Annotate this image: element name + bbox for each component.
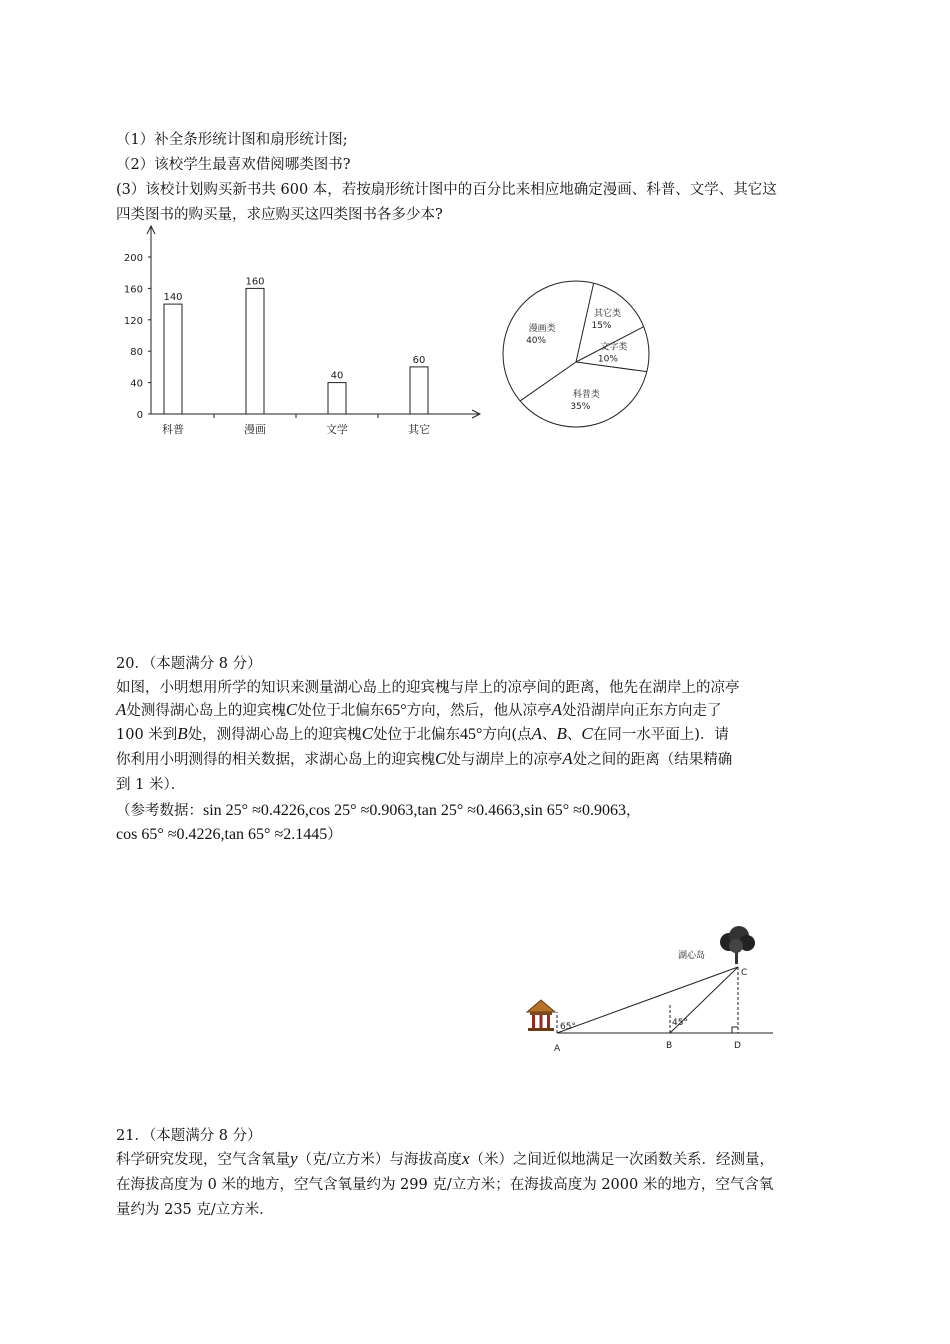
island-label: 湖心岛	[678, 951, 706, 961]
q20-line5: 到 1 米）．	[116, 777, 186, 793]
angle-45: 45°	[460, 726, 483, 743]
q21-line1	[116, 1148, 774, 1169]
q21-header: 21．（本题满分 8 分）	[116, 1128, 262, 1144]
q21-line2: 在海拔高度为 0 米的地方，空气含氧量约为 299 克/立方米；在海拔高度为 2000 米的地方，空气含氧	[116, 1177, 774, 1193]
bar-chart	[110, 222, 490, 442]
y-tick-label: 120	[123, 315, 143, 327]
pie-slice-percent: 35%	[570, 401, 591, 412]
variable-y: y	[290, 1149, 298, 1168]
angle-65: 65°	[384, 702, 407, 719]
q20-line2-text3: 方向，然后，他从凉亭	[406, 703, 552, 719]
point-c-label: C	[741, 968, 748, 978]
bar	[246, 288, 264, 414]
q20-line3-text4: 方向(点	[482, 727, 532, 743]
q20-header: 20．（本题满分 8 分）	[116, 656, 262, 672]
bar-data-label: 40	[330, 370, 344, 382]
reference-tail: ，	[625, 803, 641, 819]
q20-line4-text3: 处之间的距离（结果精确	[572, 752, 733, 768]
q21-line1-text1: 科学研究发现，空气含氧量	[116, 1152, 290, 1168]
q20-line1: 如图，小明想用所学的知识来测量湖心岛上的迎宾槐与岸上的凉亭间的距离，他先在湖岸上的凉亭	[116, 680, 740, 696]
q20-line2-text4: 处沿湖岸向正东方向走了	[562, 703, 722, 719]
separator: 、	[542, 727, 557, 743]
q20-line3-text2: 处，测得湖心岛上的迎宾槐	[187, 727, 362, 743]
pavilion-icon	[527, 1000, 555, 1031]
point-c: C	[581, 724, 593, 743]
x-category-label: 漫画	[244, 423, 266, 436]
q20-line4-text2: 处与湖岸上的凉亭	[446, 752, 563, 768]
point-a-label: A	[554, 1044, 561, 1054]
y-tick-label: 200	[123, 253, 143, 264]
q20-reference-data-2	[116, 823, 342, 844]
q20-line2-text1: 处测得湖心岛上的迎宾槐	[126, 703, 286, 719]
point-b-label: B	[666, 1041, 673, 1051]
y-tick-label: 80	[130, 347, 143, 359]
bar-data-label: 60	[412, 354, 426, 366]
bar-chart-axes	[147, 226, 480, 418]
pie-chart	[498, 276, 658, 436]
lake-diagram	[515, 920, 780, 1060]
q20-line3	[116, 723, 729, 744]
q20-line4	[116, 748, 732, 769]
separator: 、	[566, 727, 582, 743]
reference-formulas-2: cos 65° ≈0.4226,tan 65° ≈2.1445	[116, 826, 328, 843]
q19-sub1: （1）补全条形统计图和扇形统计图;	[116, 132, 348, 148]
point-c: C	[361, 724, 374, 743]
bar	[328, 383, 346, 414]
q19-sub3-line2: 四类图书的购买量，求应购买这四类图书各多少本?	[116, 207, 443, 223]
y-tick-label: 160	[123, 284, 143, 296]
reference-formulas-1: sin 25° ≈0.4226,cos 25° ≈0.9063,tan 25° ≈0.4663,sin 65° ≈0.9063	[203, 802, 626, 819]
q19-sub2: （2）该校学生最喜欢借阅哪类图书?	[116, 157, 351, 173]
y-tick-label: 0	[136, 410, 143, 421]
variable-x: x	[461, 1149, 470, 1168]
pie-slice-label: 科普类	[572, 389, 600, 400]
reference-lead: （参考数据：	[116, 803, 203, 819]
point-b: B	[177, 724, 188, 743]
angle-a-label: 65°	[560, 1022, 576, 1032]
q19-sub3-line1: (3）该校计划购买新书共 600 本，若按扇形统计图中的百分比来相应地确定漫画、科普、文学、其它这	[116, 182, 777, 198]
pie-slice-percent: 15%	[591, 320, 612, 331]
bar	[164, 304, 182, 414]
point-a: A	[531, 724, 542, 743]
q20-line2	[116, 699, 722, 720]
pie-slice-percent: 40%	[526, 335, 547, 346]
bar-data-label: 160	[245, 276, 265, 288]
q20-line4-text1: 你利用小明测得的相关数据，求湖心岛上的迎宾槐	[116, 752, 435, 768]
q21-line1-text2: （克/立方米）与海拔高度	[297, 1152, 462, 1168]
reference-tail: ）	[327, 827, 342, 843]
point-d-label: D	[734, 1041, 741, 1051]
point-c: C	[435, 749, 447, 768]
pie-slice-percent: 10%	[597, 354, 618, 365]
right-angle-mark	[732, 1027, 738, 1033]
bar	[410, 367, 428, 414]
point-a: A	[116, 700, 127, 719]
q20-line3-text1: 100 米到	[116, 727, 178, 743]
x-category-label: 其它	[408, 423, 430, 436]
point-a: A	[562, 749, 573, 768]
angle-b-label: 45°	[672, 1018, 688, 1028]
q20-line3-text3: 处位于北偏东	[373, 727, 461, 743]
tree-icon	[720, 926, 755, 964]
q20-line2-text2: 处位于北偏东	[297, 703, 385, 719]
point-c: C	[285, 700, 298, 719]
q20-line3-text5: 在同一水平面上)．请	[592, 727, 729, 743]
q21-line1-text3: （米）之间近似地满足一次函数关系．经测量，	[469, 1152, 774, 1168]
pie-slice-label: 文字类	[600, 342, 628, 353]
point-b: B	[556, 724, 567, 743]
pie-slice-label: 漫画类	[528, 323, 556, 334]
pie-slice-label: 其它类	[593, 308, 621, 319]
x-category-label: 科普	[162, 423, 184, 436]
x-category-label: 文学	[326, 423, 348, 436]
q20-reference-data-1	[116, 799, 640, 820]
point-a: A	[551, 700, 563, 719]
y-tick-label: 40	[130, 378, 143, 390]
q21-line3: 量约为 235 克/立方米．	[116, 1202, 274, 1218]
line-ac	[557, 967, 738, 1033]
bar-data-label: 140	[163, 292, 183, 304]
